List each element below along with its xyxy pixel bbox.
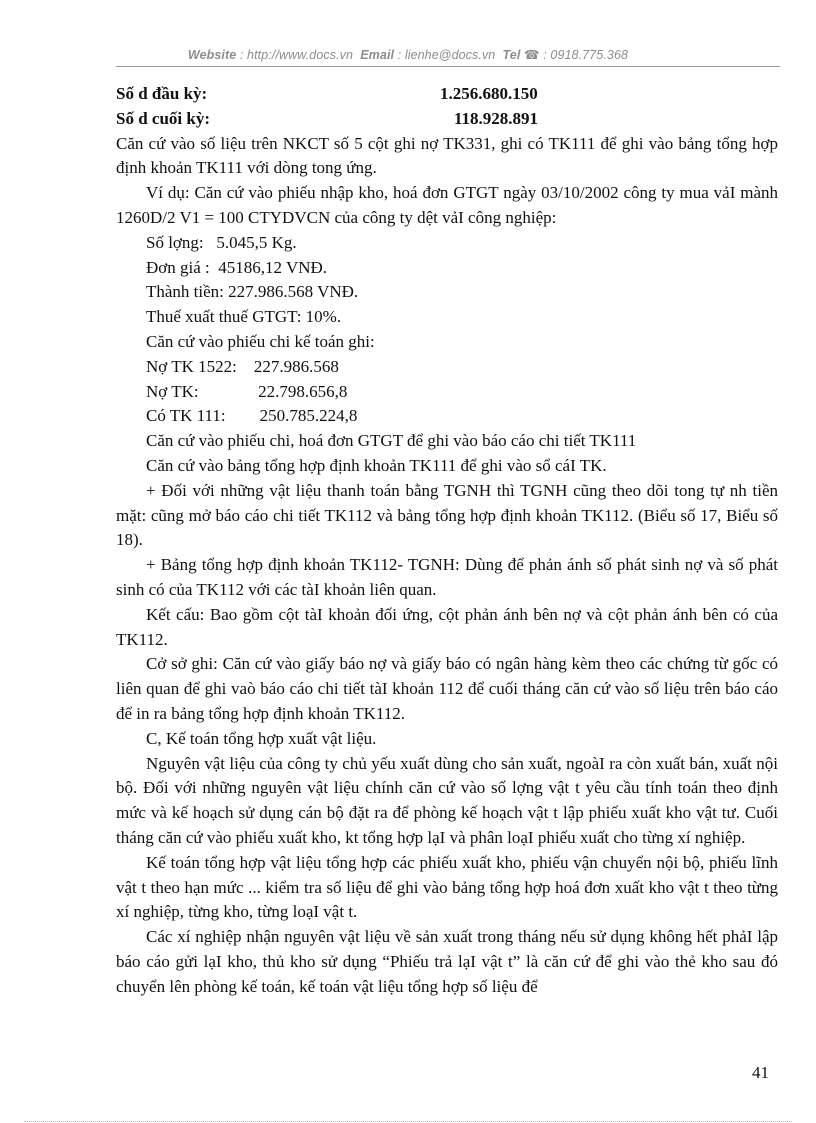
list-item: Nợ TK 1522: 227.986.568 — [146, 356, 339, 376]
page-header — [0, 47, 816, 62]
tel-number: ☎ : 0918.775.368 — [524, 48, 629, 62]
paragraph: Kế toán tổng hợp vật liệu tổng hợp các phiếu xuất kho, phiếu vận chuyển nội bộ, phiếu lĩnh vật t theo hạn mức ... kiểm tra số liệu để ghi vào bảng tổng hợp hoá đơn xuất kho vật t theo từng xí nghiệp, từng kho, từng loạI vật t. — [116, 852, 778, 922]
list-item: Có TK 111: 250.785.224,8 — [146, 406, 358, 426]
footer-divider — [24, 1121, 792, 1122]
opening-balance-row — [116, 82, 778, 107]
email-address: : lienhe@docs.vn — [397, 48, 496, 62]
opening-balance-label: Số d đầu kỳ: — [116, 84, 208, 103]
website-label: Website — [187, 48, 237, 62]
closing-balance-label: Số d cuối kỳ: — [116, 108, 210, 128]
paragraph: + Đối với những vật liệu thanh toán bằng TGNH thì TGNH cũng theo dõi tong tự nh tiền mặt: cũng mở báo cáo chi tiết TK112 và bảng tổng hợp định khoản TK112. (Biểu số 17, Biểu số 18). — [116, 480, 778, 550]
closing-balance-value: 118.928.891 — [454, 108, 539, 128]
paragraph: Kết cấu: Bao gồm cột tàI khoản đối ứng, cột phản ánh bên nợ và cột phản ánh bên có của TK112. — [116, 604, 778, 649]
closing-balance-row — [116, 107, 778, 132]
page-number: 41 — [752, 1063, 769, 1082]
list-item: Nợ TK: 22.798.656,8 — [146, 381, 348, 401]
paragraph: Ví dụ: Căn cứ vào phiếu nhập kho, hoá đơn GTGT ngày 03/10/2002 công ty mua vảI mành 1260D/2 V1 = 100 CTYDVCN của công ty dệt vảI công nghiệp: — [116, 183, 778, 227]
opening-balance-value: 1.256.680.150 — [440, 84, 538, 103]
section-heading: C, Kế toán tổng hợp xuất vật liệu. — [146, 728, 377, 748]
list-item: Căn cứ vào phiếu chi kế toán ghi: — [146, 331, 375, 351]
paragraph: Nguyên vật liệu của công ty chủ yếu xuất dùng cho sản xuất, ngoàI ra còn xuất bán, xuất nội bộ. Đối với những nguyên vật liệu chính căn cứ vào số lợng vật t yêu cầu tính toán theo định mức và kế hoạch sử dụng cán bộ đặt ra để phòng kế hoạch vật t lập phiếu xuất kho vật tư. Cuối tháng căn cứ vào phiếu xuất kho, kt tổng hợp lạI và phân loạI phiếu xuất cho từng xí nghiệp. — [116, 753, 778, 847]
list-item: Thành tiền: 227.986.568 VNĐ. — [146, 282, 359, 302]
list-item: Số lợng: 5.045,5 Kg. — [146, 232, 297, 252]
list-item: Đơn giá : 45186,12 VNĐ. — [146, 257, 328, 277]
header-divider — [116, 66, 780, 67]
paragraph: + Bảng tổng hợp định khoản TK112- TGNH: Dùng để phản ánh số phát sinh nợ và số phát sinh có của TK112 với các tàI khoản liên quan. — [116, 555, 778, 599]
document-body — [116, 82, 778, 999]
list-item: Căn cứ vào bảng tổng hợp định khoản TK111 để ghi vào sổ cáI TK. — [146, 455, 607, 475]
paragraph: Cở sở ghi: Căn cứ vào giấy báo nợ và giấy báo có ngân hàng kèm theo các chứng từ gốc có liên quan để ghi vaò báo cáo chi tiết tàI khoản 112 để cuối tháng căn cứ vào số liệu trên báo cáo để in ra bảng tổng hợp định khoản TK112. — [116, 654, 778, 723]
email-label: Email — [360, 48, 395, 62]
list-item: Thuế xuất thuế GTGT: 10%. — [146, 307, 342, 327]
paragraph: Các xí nghiệp nhận nguyên vật liệu về sản xuất trong tháng nếu sử dụng không hết phảI lập báo cáo gửi lạI kho, thủ kho sử dụng “Phiếu trả lạI vật t” là căn cứ để ghi vào thẻ kho sau đó chuyển lên phòng kế toán, kế toán vật liệu tổng hợp số liệu để — [116, 927, 778, 996]
tel-label: Tel — [502, 48, 521, 62]
list-item: Căn cứ vào phiếu chi, hoá đơn GTGT để ghi vào báo cáo chi tiết TK111 — [146, 431, 637, 451]
paragraph: Căn cứ vào số liệu trên NKCT số 5 cột ghi nợ TK331, ghi có TK111 để ghi vào bảng tổng hợp định khoản TK111 với dòng tong ứng. — [116, 133, 778, 178]
website-url: : http://www.docs.vn — [239, 48, 354, 62]
